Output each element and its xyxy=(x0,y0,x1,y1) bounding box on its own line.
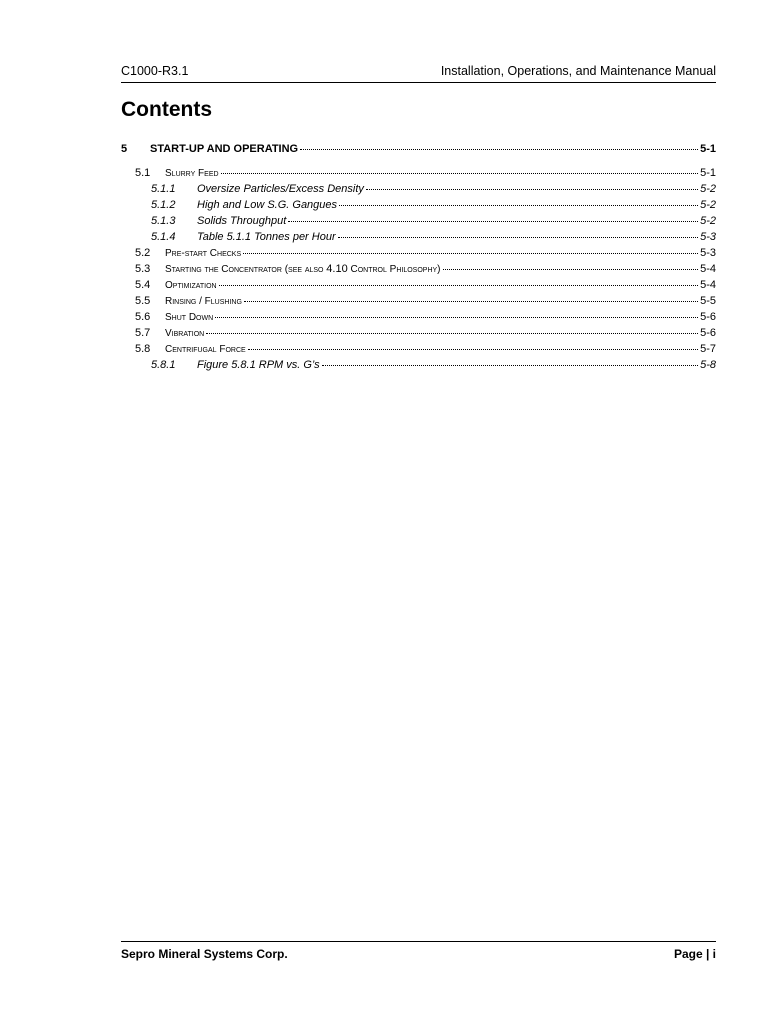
toc-page: 5-8 xyxy=(700,359,716,371)
toc-number: 5.2 xyxy=(135,247,151,259)
page-header xyxy=(121,62,716,83)
toc-page: 5-3 xyxy=(700,247,716,259)
toc-number: 5.8.1 xyxy=(151,359,176,371)
company-name: Sepro Mineral Systems Corp. xyxy=(121,947,288,961)
dot-leader xyxy=(248,338,698,350)
dot-leader xyxy=(443,258,699,270)
toc-number: 5.4 xyxy=(135,279,151,291)
toc-number: 5.7 xyxy=(135,327,151,339)
toc-page: 5-2 xyxy=(700,183,716,195)
toc-label: START-UP AND OPERATING xyxy=(150,143,299,155)
dot-leader xyxy=(244,290,698,302)
dot-leader xyxy=(322,354,698,366)
toc-page: 5-6 xyxy=(700,311,716,323)
dot-leader xyxy=(219,274,699,286)
document-code: C1000-R3.1 xyxy=(121,64,189,78)
toc-number: 5.8 xyxy=(135,343,151,355)
toc-number: 5 xyxy=(121,143,128,155)
toc-number: 5.1.1 xyxy=(151,183,176,195)
dot-leader xyxy=(366,178,698,190)
toc-label: Vibration xyxy=(165,328,205,339)
toc-number: 5.1.3 xyxy=(151,215,176,227)
dot-leader xyxy=(243,242,698,254)
toc-page: 5-6 xyxy=(700,327,716,339)
toc-label: Pre-start Checks xyxy=(165,248,242,259)
toc-label: Rinsing / Flushing xyxy=(165,296,242,307)
toc-page: 5-1 xyxy=(700,143,716,155)
toc-entry-5[interactable] xyxy=(121,140,716,156)
toc-label-main: Starting the Concentrator (see also xyxy=(165,264,327,275)
toc-label: Shut Down xyxy=(165,312,214,323)
toc-label: Oversize Particles/Excess Density xyxy=(197,183,364,195)
toc-label-section-ref: 4.10 xyxy=(326,263,348,275)
toc-label-tail: Control Philosophy) xyxy=(347,264,441,275)
manual-title: Installation, Operations, and Maintenance Manual xyxy=(440,64,716,78)
toc-page: 5-4 xyxy=(700,263,716,275)
dot-leader xyxy=(215,306,698,318)
toc-entry-5-8-1[interactable] xyxy=(121,356,716,372)
toc-page: 5-2 xyxy=(700,215,716,227)
toc-label: Centrifugal Force xyxy=(165,344,246,355)
page-title: Contents xyxy=(121,98,212,121)
dot-leader xyxy=(338,226,698,238)
toc-number: 5.6 xyxy=(135,311,151,323)
page-footer xyxy=(121,941,716,964)
toc-page: 5-2 xyxy=(700,199,716,211)
toc-page: 5-5 xyxy=(700,295,716,307)
dot-leader xyxy=(300,138,698,150)
toc-label: Solids Throughput xyxy=(197,215,287,227)
dot-leader xyxy=(288,210,698,222)
toc-page: 5-1 xyxy=(700,167,716,179)
toc-number: 5.3 xyxy=(135,263,151,275)
dot-leader xyxy=(221,162,699,174)
toc-page: 5-4 xyxy=(700,279,716,291)
toc-label: Slurry Feed xyxy=(165,168,219,179)
toc-page: 5-3 xyxy=(700,231,716,243)
page-number: Page | i xyxy=(673,947,716,961)
toc-label: Table 5.1.1 Tonnes per Hour xyxy=(197,231,336,243)
toc-label: High and Low S.G. Gangues xyxy=(197,199,338,211)
toc-label: Optimization xyxy=(165,280,217,291)
dot-leader xyxy=(206,322,698,334)
toc-number: 5.1.2 xyxy=(151,199,176,211)
toc-number: 5.5 xyxy=(135,295,151,307)
toc-page: 5-7 xyxy=(700,343,716,355)
toc-number: 5.1 xyxy=(135,167,151,179)
dot-leader xyxy=(339,194,698,206)
toc-number: 5.1.4 xyxy=(151,231,176,243)
toc-label: Figure 5.8.1 RPM vs. G’s xyxy=(197,359,320,371)
